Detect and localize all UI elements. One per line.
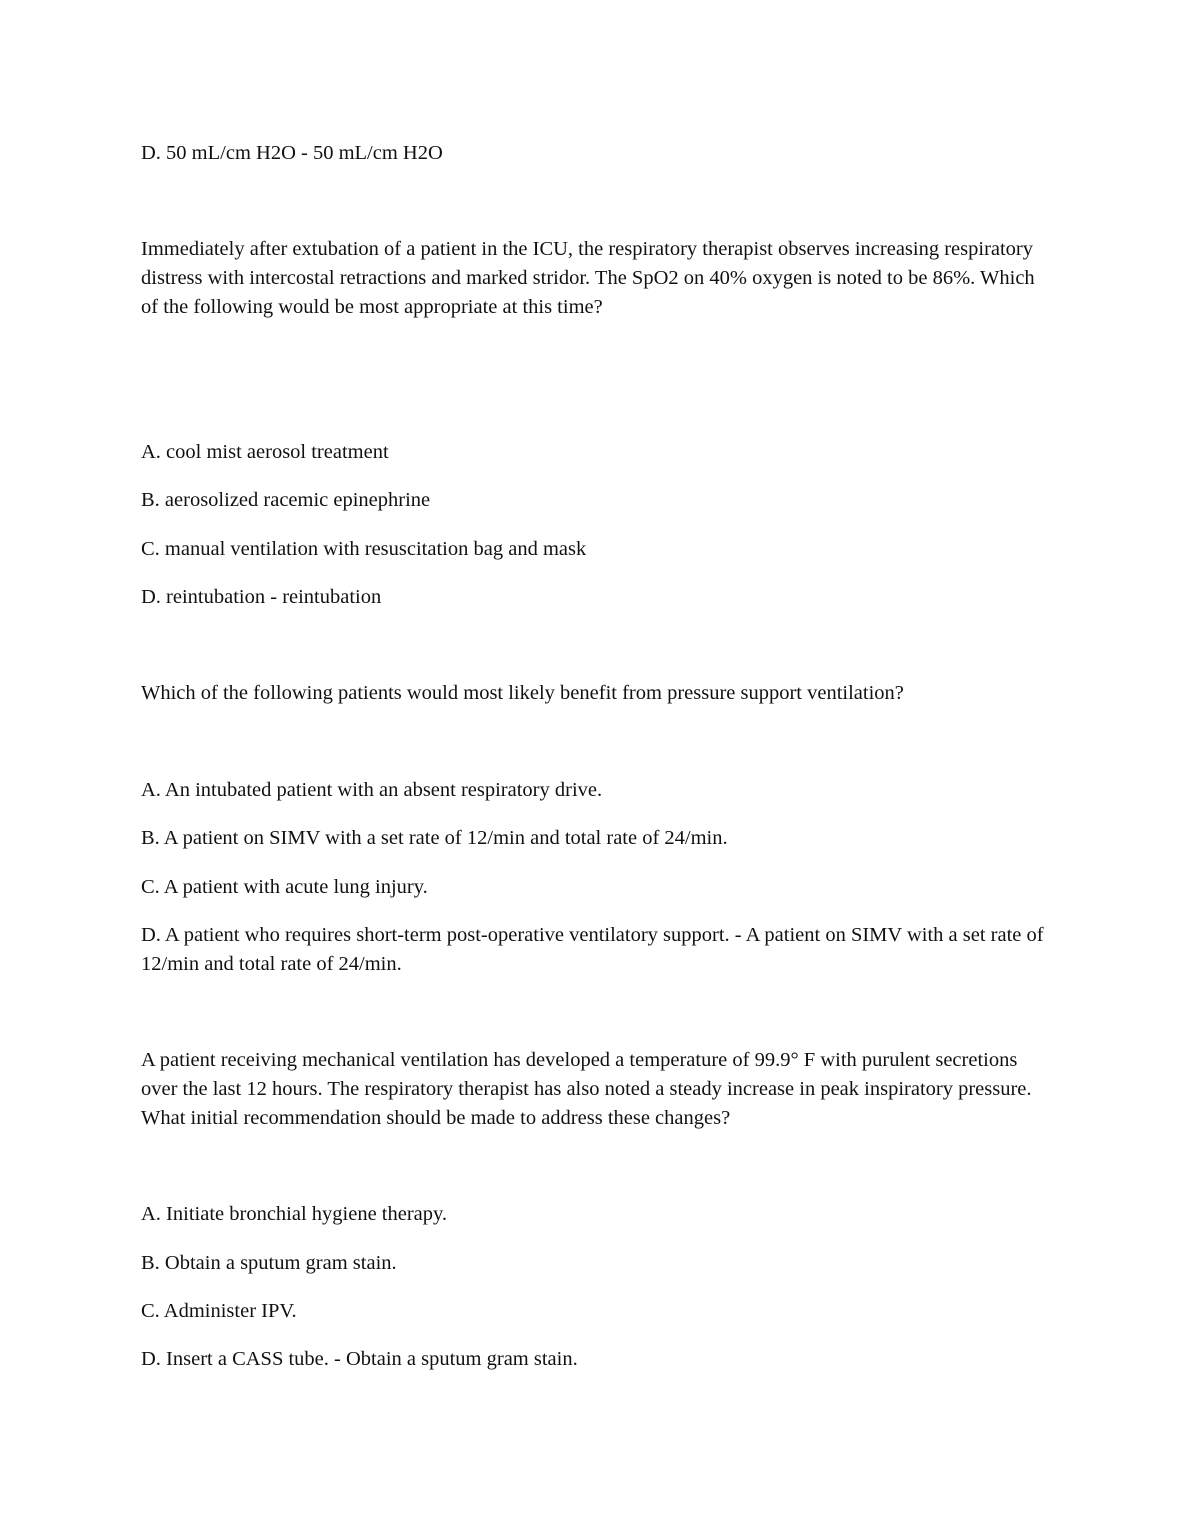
question-1-option-d: D. reintubation - reintubation: [141, 586, 382, 608]
question-3-option-c: C. Administer IPV.: [141, 1300, 297, 1322]
question-1-stem: Immediately after extubation of a patient in the ICU, the respiratory therapist observes increasing respiratory distress with intercostal retractions and marked stridor. The SpO2 on 40% oxygen is noted to be 86%. Which of the following would be most appropriate at this time?: [141, 238, 1035, 318]
question-3-option-a: A. Initiate bronchial hygiene therapy.: [141, 1203, 448, 1225]
question-2-option-a: A. An intubated patient with an absent respiratory drive.: [141, 779, 603, 801]
question-3-stem: A patient receiving mechanical ventilation has developed a temperature of 99.9° F with purulent secretions over the last 12 hours. The respiratory therapist has also noted a steady increase in peak inspiratory pressure. What initial recommendation should be made to address these changes?: [141, 1049, 1032, 1129]
question-2-stem: Which of the following patients would most likely benefit from pressure support ventilation?: [141, 682, 904, 704]
question-2-option-c: C. A patient with acute lung injury.: [141, 876, 428, 898]
question-3-option-b: B. Obtain a sputum gram stain.: [141, 1252, 397, 1274]
question-1-option-b: B. aerosolized racemic epinephrine: [141, 489, 431, 511]
previous-question-option-d: D. 50 mL/cm H2O - 50 mL/cm H2O: [141, 142, 443, 164]
question-2-option-b: B. A patient on SIMV with a set rate of 12/min and total rate of 24/min.: [141, 827, 728, 849]
question-2-option-d: D. A patient who requires short-term post-operative ventilatory support. - A patient on SIMV with a set rate of 12/min and total rate of 24/min.: [141, 924, 1044, 975]
question-3-option-d: D. Insert a CASS tube. - Obtain a sputum gram stain.: [141, 1348, 578, 1370]
question-1-option-a: A. cool mist aerosol treatment: [141, 441, 389, 463]
question-1-option-c: C. manual ventilation with resuscitation bag and mask: [141, 538, 587, 560]
